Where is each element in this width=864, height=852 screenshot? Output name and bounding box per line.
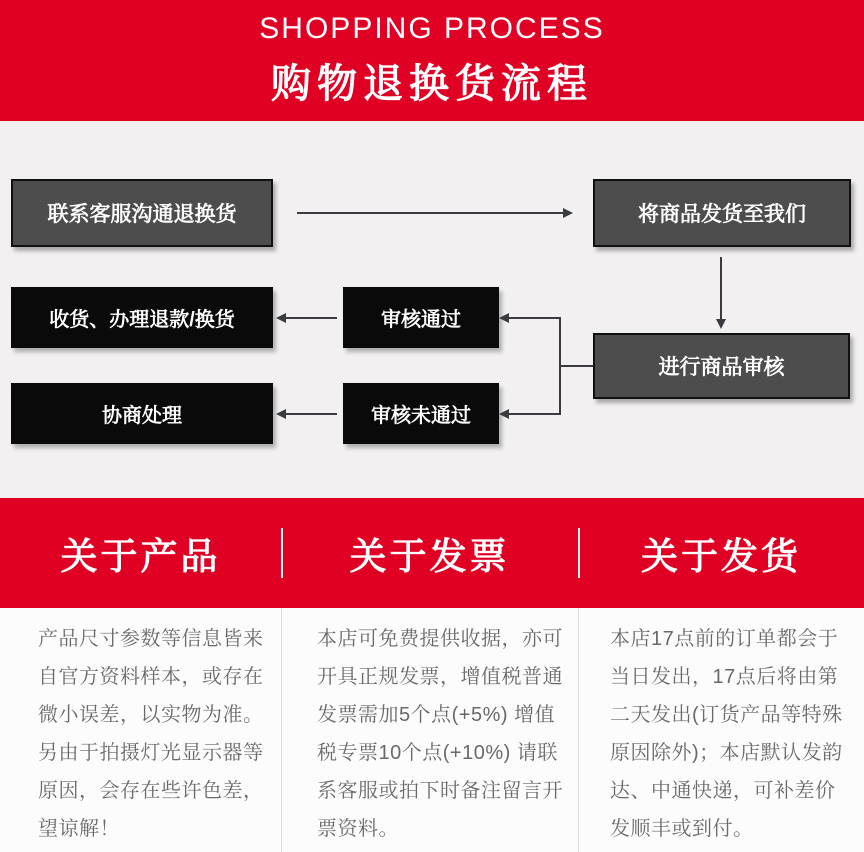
section-title-band — [0, 498, 864, 608]
banner-title-en: SHOPPING PROCESS — [259, 12, 605, 45]
info-divider — [578, 608, 579, 852]
flow-step-review-passed — [343, 287, 499, 348]
flow-step-contact-service-label: 联系客服沟通退换货 — [47, 203, 237, 226]
arrow-right-icon — [563, 208, 573, 218]
arrow-left-icon — [499, 313, 509, 323]
flow-step-receive-refund — [11, 287, 273, 348]
section-title-products — [0, 498, 281, 608]
section-title-invoice-label: 关于发票 — [349, 536, 510, 577]
band-divider — [578, 528, 580, 578]
info-divider — [281, 608, 282, 852]
info-section — [0, 608, 864, 852]
flow-step-review-failed-label: 审核未通过 — [371, 405, 471, 427]
section-title-invoice — [281, 498, 578, 608]
bracket-vertical-line — [559, 317, 561, 415]
flow-step-negotiate-label: 协商处理 — [102, 405, 182, 427]
arrow-left-icon — [276, 313, 286, 323]
arrow-review-to-passed-line — [508, 317, 560, 319]
info-invoice-text: 本店可免费提供收据，亦可开具正规发票，增值税普通发票需加5个点(+5%) 增值税专票10个点(+10%) 请联系客服或拍下时备注留言开票资料。 — [317, 628, 563, 840]
arrow-ship-to-review-line — [720, 257, 722, 319]
return-exchange-flowchart — [0, 121, 864, 498]
arrow-left-icon — [499, 409, 509, 419]
banner-title-zh: 购物退换货流程 — [271, 62, 593, 106]
flow-step-contact-service — [11, 179, 273, 247]
flow-step-review-failed — [343, 383, 499, 444]
flow-step-product-review — [593, 333, 850, 399]
arrow-contact-to-ship-line — [297, 212, 563, 214]
band-divider — [281, 528, 283, 578]
header-banner — [0, 0, 864, 121]
info-products-text: 产品尺寸参数等信息皆来自官方资料样本，或存在微小误差，以实物为准。另由于拍摄灯光显示器等原因，会存在些许色差，望谅解！ — [38, 628, 264, 840]
section-title-shipping-label: 关于发货 — [641, 536, 801, 577]
arrow-passed-to-receive-line — [285, 317, 337, 319]
flow-step-review-passed-label: 审核通过 — [381, 309, 461, 331]
flow-step-negotiate — [11, 383, 273, 444]
section-title-products-label: 关于产品 — [60, 536, 221, 577]
section-title-shipping — [578, 498, 864, 608]
flow-step-product-review-label: 进行商品审核 — [658, 356, 785, 379]
bracket-stem-line — [560, 365, 593, 367]
flow-step-ship-to-us — [593, 179, 851, 247]
info-shipping-text: 本店17点前的订单都会于当日发出，17点后将由第二天发出(订货产品等特殊原因除外)；本店默认发韵达、中通快递，可补差价发顺丰或到付。 — [610, 628, 843, 840]
flow-step-receive-refund-label: 收货、办理退款/换货 — [49, 309, 235, 331]
flow-step-ship-to-us-label: 将商品发货至我们 — [638, 203, 806, 226]
arrow-left-icon — [276, 409, 286, 419]
arrow-down-icon — [716, 319, 726, 329]
arrow-failed-to-negotiate-line — [285, 413, 337, 415]
arrow-review-to-failed-line — [508, 413, 560, 415]
